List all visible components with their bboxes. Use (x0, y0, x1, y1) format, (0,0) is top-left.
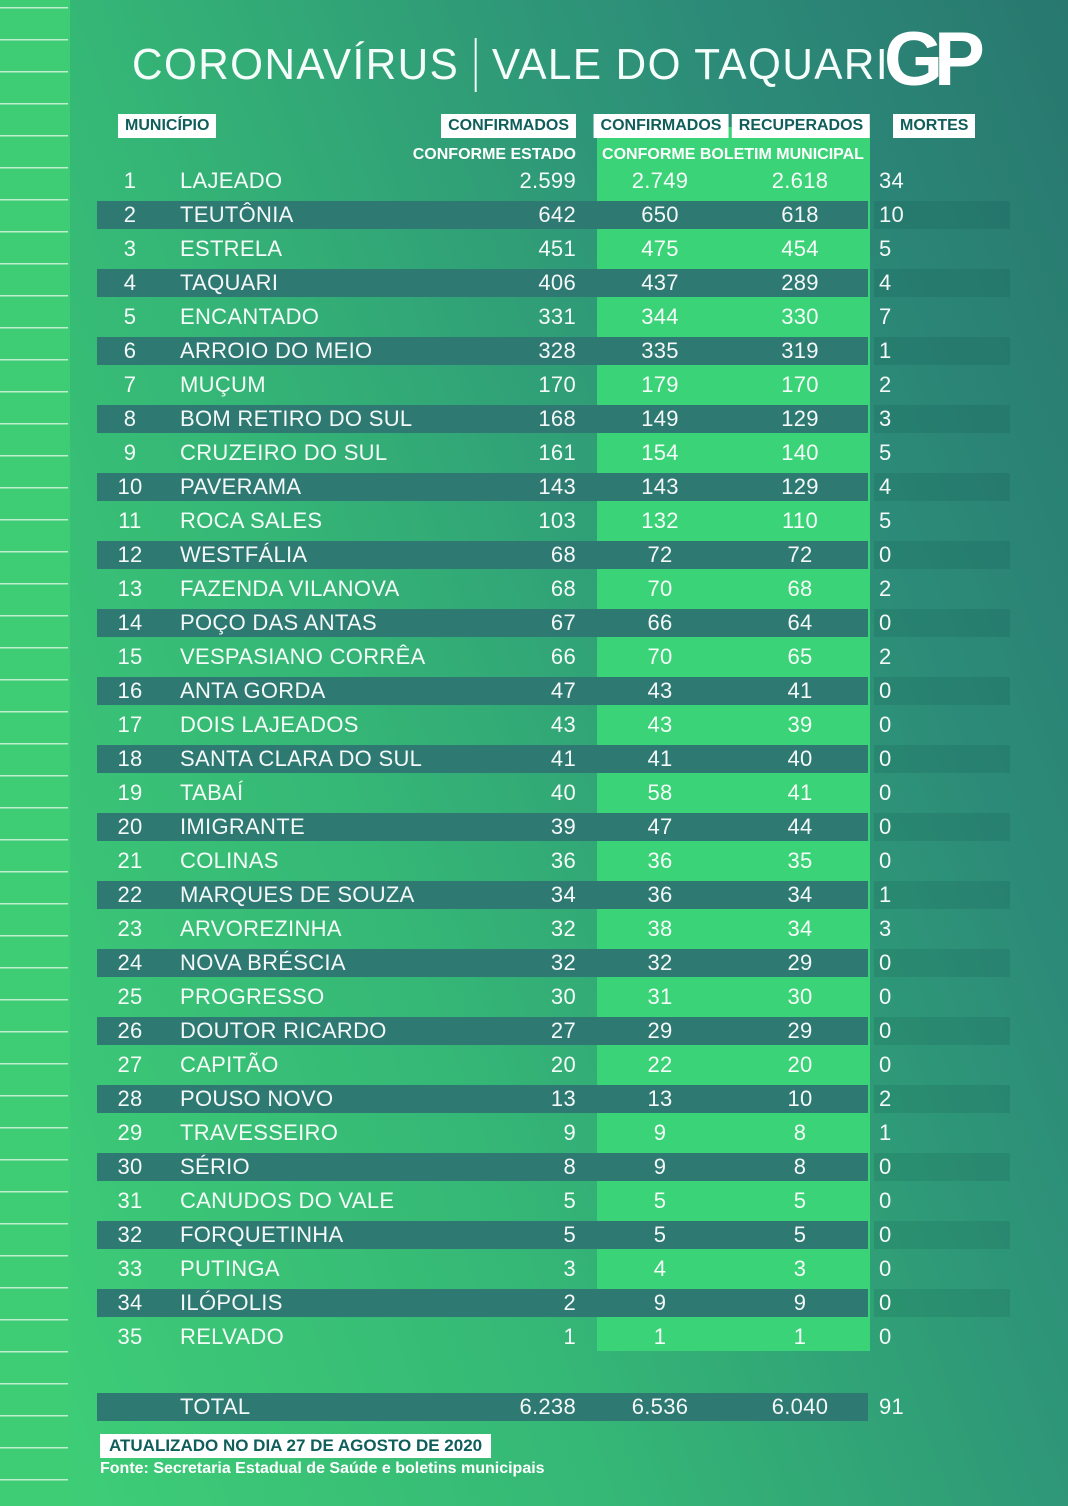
recovered-cell: 64 (787, 610, 813, 635)
recovered-cell: 110 (782, 508, 818, 533)
deaths-cell: 2 (879, 372, 892, 397)
rank-cell: 28 (117, 1086, 143, 1111)
recovered-cell: 289 (781, 270, 819, 295)
confirmed-municipal-cell: 179 (641, 372, 679, 397)
deaths-cell: 4 (879, 474, 892, 499)
confirmed-state-cell: 5 (563, 1188, 576, 1213)
recovered-cell: 34 (787, 916, 813, 941)
recovered-cell: 29 (787, 950, 813, 975)
confirmed-municipal-cell: 344 (641, 304, 679, 329)
deaths-cell: 5 (879, 236, 892, 261)
recovered-cell: 29 (787, 1018, 813, 1043)
recovered-cell: 68 (787, 576, 813, 601)
rank-cell: 9 (123, 440, 137, 465)
deaths-cell: 0 (879, 1018, 892, 1043)
municipality-cell: CANUDOS DO VALE (180, 1188, 395, 1213)
recovered-cell: 319 (781, 338, 819, 363)
municipality-cell: DOUTOR RICARDO (180, 1018, 387, 1043)
municipality-cell: NOVA BRÉSCIA (180, 950, 346, 975)
recovered-cell: 40 (787, 746, 813, 771)
deaths-cell: 0 (879, 984, 892, 1009)
deaths-cell: 0 (879, 746, 892, 771)
deaths-cell: 3 (879, 406, 892, 431)
row-band-extension (874, 1085, 1010, 1113)
municipality-cell: CAPITÃO (180, 1052, 279, 1077)
rank-cell: 26 (117, 1018, 143, 1043)
confirmed-municipal-cell: 335 (641, 338, 679, 363)
recovered-cell: 34 (787, 882, 813, 907)
confirmed-municipal-cell: 4 (653, 1256, 667, 1281)
confirmed-municipal-cell: 143 (641, 474, 679, 499)
table-row (0, 436, 1068, 470)
table-row (0, 1048, 1068, 1082)
confirmed-state-cell: 67 (550, 610, 576, 635)
rank-cell: 22 (117, 882, 143, 907)
deaths-cell: 10 (879, 202, 905, 227)
municipality-cell: PUTINGA (180, 1256, 280, 1281)
row-band-extension (874, 813, 1010, 841)
municipality-cell: ESTRELA (180, 236, 283, 261)
confirmed-state-cell: 20 (550, 1052, 576, 1077)
row-band-extension (874, 269, 1010, 297)
row-band-extension (874, 1221, 1010, 1249)
confirmed-state-cell: 331 (538, 304, 576, 329)
table-row (0, 912, 1068, 946)
confirmed-municipal-cell: 29 (647, 1018, 673, 1043)
deaths-cell: 0 (879, 610, 892, 635)
table-row (0, 402, 1068, 436)
recovered-cell: 3 (793, 1256, 807, 1281)
municipality-cell: TAQUARI (180, 270, 279, 295)
confirmed-state-cell: 39 (550, 814, 576, 839)
table-row (0, 1320, 1068, 1354)
confirmed-municipal-cell: 9 (653, 1290, 667, 1315)
deaths-cell: 0 (879, 814, 892, 839)
deaths-cell: 1 (879, 882, 892, 907)
row-band-extension (874, 473, 1010, 501)
confirmed-municipal-cell: 66 (647, 610, 673, 635)
table-row (0, 572, 1068, 606)
confirmed-state-cell: 36 (550, 848, 576, 873)
confirmed-municipal-cell: 2.749 (631, 168, 689, 193)
rank-cell: 29 (117, 1120, 143, 1145)
confirmed-municipal-cell: 13 (647, 1086, 673, 1111)
deaths-cell: 0 (879, 950, 892, 975)
rank-cell: 11 (118, 508, 142, 533)
recovered-cell: 44 (787, 814, 813, 839)
municipality-cell: FORQUETINHA (180, 1222, 344, 1247)
confirmed-state-cell: 103 (538, 508, 576, 533)
recovered-cell: 129 (781, 474, 819, 499)
confirmed-municipal-cell: 47 (647, 814, 673, 839)
confirmed-state-cell: 9 (563, 1120, 576, 1145)
rank-cell: 2 (123, 202, 137, 227)
row-band-extension (874, 541, 1010, 569)
recovered-cell: 5 (793, 1222, 807, 1247)
table-row (0, 1252, 1068, 1286)
confirmed-municipal-cell: 9 (653, 1154, 667, 1179)
table-row (0, 538, 1068, 572)
municipality-cell: TABAÍ (180, 780, 244, 805)
table-row (0, 980, 1068, 1014)
confirmed-municipal-cell: 5 (653, 1222, 667, 1247)
table-row (0, 504, 1068, 538)
rank-cell: 20 (117, 814, 143, 839)
municipality-cell: DOIS LAJEADOS (180, 712, 359, 737)
confirmed-state-cell: 66 (550, 644, 576, 669)
row-band-extension (874, 1017, 1010, 1045)
rank-cell: 25 (117, 984, 143, 1009)
confirmed-state-cell: 34 (550, 882, 576, 907)
row-band-extension (874, 949, 1010, 977)
municipality-cell: ARVOREZINHA (180, 916, 342, 941)
row-band-extension (874, 405, 1010, 433)
recovered-cell: 2.618 (771, 168, 829, 193)
table-row (0, 640, 1068, 674)
confirmed-municipal-cell: 154 (641, 440, 679, 465)
rank-cell: 19 (117, 780, 143, 805)
recovered-cell: 35 (787, 848, 813, 873)
rank-cell: 17 (117, 712, 143, 737)
recovered-cell: 41 (787, 780, 813, 805)
table-row (0, 470, 1068, 504)
rank-cell: 34 (117, 1290, 143, 1315)
recovered-cell: 330 (781, 304, 819, 329)
deaths-cell: 0 (879, 1188, 892, 1213)
rank-cell: 8 (123, 406, 137, 431)
column-header-municipio: MUNICÍPIO (118, 114, 216, 138)
deaths-cell: 1 (879, 338, 892, 363)
municipality-cell: BOM RETIRO DO SUL (180, 406, 413, 431)
deaths-cell: 0 (879, 1052, 892, 1077)
rank-cell: 10 (117, 474, 143, 499)
rank-cell: 21 (117, 848, 143, 873)
deaths-cell: 2 (879, 1086, 892, 1111)
table-row (0, 606, 1068, 640)
table-row (0, 1286, 1068, 1320)
rank-cell: 3 (123, 236, 137, 261)
recovered-cell: 41 (787, 678, 813, 703)
municipality-cell: LAJEADO (180, 168, 283, 193)
total-confirmed-municipal: 6.536 (631, 1394, 689, 1419)
table-row (0, 810, 1068, 844)
municipality-cell: PROGRESSO (180, 984, 325, 1009)
total-confirmed-state: 6.238 (519, 1394, 576, 1419)
confirmed-municipal-cell: 132 (641, 508, 679, 533)
deaths-cell: 34 (879, 168, 905, 193)
deaths-cell: 0 (879, 1222, 892, 1247)
confirmed-municipal-cell: 43 (647, 712, 673, 737)
row-band-extension (874, 745, 1010, 773)
recovered-cell: 140 (781, 440, 819, 465)
recovered-cell: 8 (793, 1154, 807, 1179)
table-row (0, 844, 1068, 878)
row-band-extension (874, 677, 1010, 705)
recovered-cell: 10 (787, 1086, 813, 1111)
table-row (0, 1184, 1068, 1218)
confirmed-municipal-cell: 149 (641, 406, 679, 431)
confirmed-municipal-cell: 31 (647, 984, 673, 1009)
rank-cell: 32 (117, 1222, 143, 1247)
deaths-cell: 0 (879, 780, 892, 805)
confirmed-state-cell: 328 (538, 338, 576, 363)
municipality-cell: ARROIO DO MEIO (180, 338, 373, 363)
confirmed-state-cell: 168 (538, 406, 576, 431)
subheader-conforme-estado: CONFORME ESTADO (412, 146, 576, 163)
confirmed-municipal-cell: 41 (647, 746, 673, 771)
confirmed-state-cell: 2.599 (519, 168, 576, 193)
confirmed-state-cell: 13 (550, 1086, 576, 1111)
municipality-cell: CRUZEIRO DO SUL (180, 440, 388, 465)
recovered-cell: 30 (787, 984, 813, 1009)
municipality-cell: MUÇUM (180, 372, 266, 397)
municipality-cell: RELVADO (180, 1324, 284, 1349)
recovered-cell: 65 (787, 644, 813, 669)
recovered-cell: 5 (793, 1188, 807, 1213)
confirmed-state-cell: 143 (538, 474, 576, 499)
page-title-left: CORONAVÍRUS (132, 40, 460, 89)
confirmed-municipal-cell: 36 (647, 882, 673, 907)
table-row (0, 1218, 1068, 1252)
total-row (0, 1389, 1068, 1425)
confirmed-state-cell: 68 (550, 576, 576, 601)
confirmed-municipal-cell: 5 (653, 1188, 667, 1213)
municipality-cell: POUSO NOVO (180, 1086, 334, 1111)
updated-date-badge: ATUALIZADO NO DIA 27 DE AGOSTO DE 2020 (100, 1434, 491, 1458)
confirmed-municipal-cell: 9 (653, 1120, 667, 1145)
municipality-cell: MARQUES DE SOUZA (180, 882, 415, 907)
table-row (0, 164, 1068, 198)
table-row (0, 232, 1068, 266)
deaths-cell: 0 (879, 1290, 892, 1315)
gp-logo: GP (884, 17, 976, 102)
row-band-extension (874, 609, 1010, 637)
confirmed-state-cell: 5 (563, 1222, 576, 1247)
deaths-cell: 0 (879, 712, 892, 737)
rank-cell: 15 (117, 644, 143, 669)
rank-cell: 30 (117, 1154, 143, 1179)
page-title-right: VALE DO TAQUARI (491, 40, 890, 89)
deaths-cell: 1 (879, 1120, 892, 1145)
rank-cell: 4 (123, 270, 137, 295)
total-recovered: 6.040 (771, 1394, 829, 1419)
table-row (0, 300, 1068, 334)
table-row (0, 878, 1068, 912)
rank-cell: 13 (117, 576, 143, 601)
table-row (0, 198, 1068, 232)
confirmed-municipal-cell: 650 (641, 202, 679, 227)
confirmed-municipal-cell: 38 (647, 916, 673, 941)
municipality-cell: SANTA CLARA DO SUL (180, 746, 423, 771)
rank-cell: 23 (117, 916, 143, 941)
deaths-cell: 3 (879, 916, 892, 941)
municipality-cell: WESTFÁLIA (180, 542, 308, 567)
deaths-cell: 4 (879, 270, 892, 295)
rank-cell: 27 (117, 1052, 143, 1077)
table-row (0, 708, 1068, 742)
table-row (0, 334, 1068, 368)
municipality-cell: ILÓPOLIS (180, 1290, 283, 1315)
recovered-cell: 72 (787, 542, 813, 567)
deaths-cell: 2 (879, 644, 892, 669)
confirmed-municipal-cell: 475 (641, 236, 679, 261)
confirmed-state-cell: 43 (550, 712, 576, 737)
rank-cell: 31 (117, 1188, 143, 1213)
table-row (0, 1116, 1068, 1150)
row-band-extension (874, 337, 1010, 365)
table-row (0, 776, 1068, 810)
confirmed-state-cell: 406 (538, 270, 576, 295)
recovered-cell: 454 (781, 236, 819, 261)
rank-cell: 16 (117, 678, 143, 703)
row-band-extension (874, 1153, 1010, 1181)
recovered-cell: 9 (793, 1290, 807, 1315)
confirmed-municipal-cell: 72 (647, 542, 673, 567)
confirmed-municipal-cell: 70 (647, 644, 673, 669)
confirmed-state-cell: 27 (550, 1018, 576, 1043)
confirmed-state-cell: 30 (550, 984, 576, 1009)
confirmed-municipal-cell: 1 (653, 1324, 667, 1349)
source-line: Fonte: Secretaria Estadual de Saúde e boletins municipais (100, 1460, 545, 1477)
confirmed-state-cell: 47 (550, 678, 576, 703)
confirmed-municipal-cell: 43 (647, 678, 673, 703)
recovered-cell: 129 (781, 406, 819, 431)
deaths-cell: 0 (879, 1324, 892, 1349)
municipality-cell: SÉRIO (180, 1154, 250, 1179)
confirmed-state-cell: 642 (538, 202, 576, 227)
table-row (0, 368, 1068, 402)
rank-cell: 5 (123, 304, 137, 329)
table-row (0, 1014, 1068, 1048)
confirmed-municipal-cell: 70 (647, 576, 673, 601)
recovered-cell: 618 (781, 202, 819, 227)
confirmed-state-cell: 8 (563, 1154, 576, 1179)
deaths-cell: 0 (879, 542, 892, 567)
subheader-conforme-boletim-municipal: CONFORME BOLETIM MUNICIPAL (602, 146, 864, 163)
confirmed-municipal-cell: 22 (647, 1052, 673, 1077)
confirmed-state-cell: 3 (563, 1256, 576, 1281)
row-band-extension (874, 1289, 1010, 1317)
confirmed-state-cell: 32 (550, 916, 576, 941)
municipality-cell: COLINAS (180, 848, 279, 873)
deaths-cell: 0 (879, 1154, 892, 1179)
deaths-cell: 5 (879, 440, 892, 465)
rank-cell: 35 (117, 1324, 143, 1349)
confirmed-municipal-cell: 32 (647, 950, 673, 975)
confirmed-state-cell: 32 (550, 950, 576, 975)
confirmed-municipal-cell: 437 (641, 270, 679, 295)
rank-cell: 33 (117, 1256, 143, 1281)
recovered-cell: 39 (787, 712, 813, 737)
municipality-cell: ENCANTADO (180, 304, 320, 329)
rank-cell: 6 (123, 338, 137, 363)
confirmed-state-cell: 40 (550, 780, 576, 805)
deaths-cell: 0 (879, 678, 892, 703)
municipality-cell: IMIGRANTE (180, 814, 305, 839)
rank-cell: 14 (117, 610, 143, 635)
recovered-cell: 1 (793, 1324, 807, 1349)
confirmed-municipal-cell: 36 (647, 848, 673, 873)
confirmed-municipal-cell: 58 (647, 780, 673, 805)
confirmed-state-cell: 68 (550, 542, 576, 567)
rank-cell: 7 (123, 372, 137, 397)
municipality-cell: TEUTÔNIA (180, 202, 294, 227)
table-row (0, 266, 1068, 300)
column-header-confirmados-municipal: CONFIRMADOS (594, 114, 729, 138)
recovered-cell: 20 (787, 1052, 813, 1077)
confirmed-state-cell: 161 (538, 440, 576, 465)
recovered-cell: 170 (781, 372, 819, 397)
rank-cell: 18 (117, 746, 143, 771)
column-header-confirmados-estado: CONFIRMADOS (441, 114, 576, 138)
row-band-extension (874, 881, 1010, 909)
municipality-cell: VESPASIANO CORRÊA (180, 644, 426, 669)
municipality-cell: ROCA SALES (180, 508, 323, 533)
rank-cell: 1 (123, 168, 137, 193)
municipality-cell: PAVERAMA (180, 474, 302, 499)
confirmed-state-cell: 41 (550, 746, 576, 771)
table-row (0, 674, 1068, 708)
deaths-cell: 7 (879, 304, 892, 329)
table-row (0, 1082, 1068, 1116)
column-header-recuperados: RECUPERADOS (732, 114, 870, 138)
deaths-cell: 2 (879, 576, 892, 601)
total-deaths: 91 (879, 1394, 905, 1419)
rank-cell: 24 (117, 950, 143, 975)
deaths-cell: 5 (879, 508, 892, 533)
municipality-cell: ANTA GORDA (180, 678, 326, 703)
confirmed-state-cell: 1 (563, 1324, 576, 1349)
total-label: TOTAL (180, 1394, 251, 1419)
municipality-cell: FAZENDA VILANOVA (180, 576, 400, 601)
recovered-cell: 8 (793, 1120, 807, 1145)
table-row (0, 742, 1068, 776)
column-header-mortes: MORTES (893, 114, 975, 138)
table-row (0, 946, 1068, 980)
municipality-cell: POÇO DAS ANTAS (180, 610, 377, 635)
rank-cell: 12 (117, 542, 143, 567)
confirmed-state-cell: 451 (538, 236, 576, 261)
deaths-cell: 0 (879, 848, 892, 873)
deaths-cell: 0 (879, 1256, 892, 1281)
table-row (0, 1150, 1068, 1184)
confirmed-state-cell: 2 (563, 1290, 576, 1315)
confirmed-state-cell: 170 (538, 372, 576, 397)
municipality-cell: TRAVESSEIRO (180, 1120, 339, 1145)
